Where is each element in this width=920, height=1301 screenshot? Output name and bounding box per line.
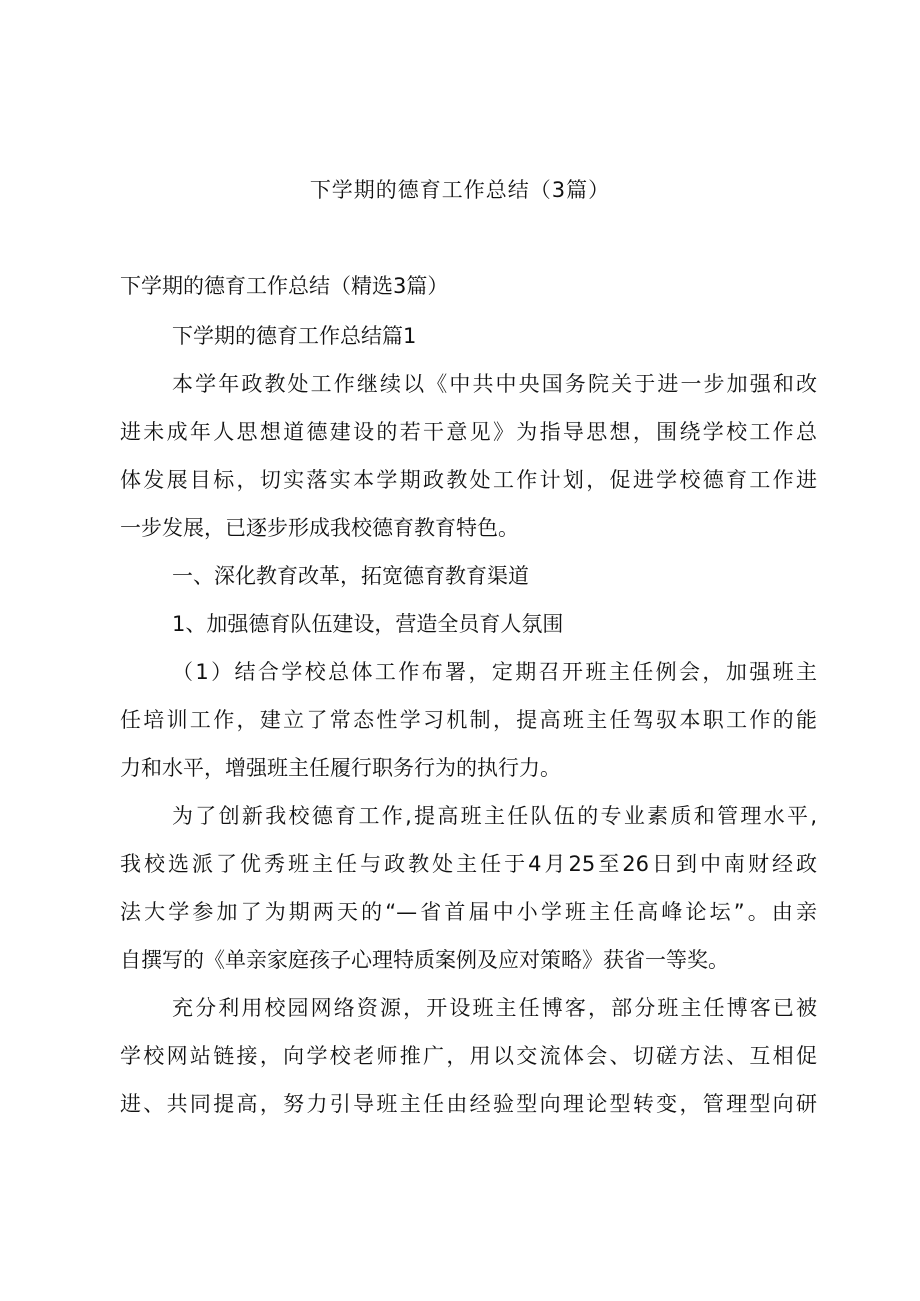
paragraph-line: 力和水平，增强班主任履行职务行为的执行力。 — [120, 756, 561, 780]
paragraph-line: 充分利用校园网络资源，开设班主任博客，部分班主任博客已被 — [172, 996, 817, 1020]
paragraph-line: 学校网站链接，向学校老师推广，用以交流体会、切磋方法、互相促 — [120, 1044, 817, 1068]
heading-level-1: 一、深化教育改革，拓宽德育教育渠道 — [172, 564, 529, 588]
document-subtitle: 下学期的德育工作总结（精选3篇） — [120, 274, 449, 298]
paragraph-line: 进、共同提高，努力引导班主任由经验型向理论型转变，管理型向研 — [120, 1092, 817, 1116]
heading-level-2: 1、加强德育队伍建设，营造全员育人氛围 — [172, 612, 564, 636]
paragraph-line: （1）结合学校总体工作布署，定期召开班主任例会，加强班主 — [172, 660, 817, 684]
paragraph-line: 法大学参加了为期两天的“—省首届中小学班主任高峰论坛”。由亲 — [120, 900, 817, 924]
paragraph-line: 体发展目标，切实落实本学期政教处工作计划，促进学校德育工作进 — [120, 468, 817, 492]
document-title: 下学期的德育工作总结（3篇） — [309, 178, 611, 202]
paragraph-line: 我校选派了优秀班主任与政教处主任于4月25至26日到中南财经政 — [120, 852, 817, 876]
paragraph-line: 进未成年人思想道德建设的若干意见》为指导思想，围绕学校工作总 — [120, 420, 817, 444]
paragraph-line: 自撰写的《单亲家庭孩子心理特质案例及应对策略》获省一等奖。 — [120, 948, 729, 972]
section-heading: 下学期的德育工作总结篇1 — [172, 324, 417, 348]
paragraph-line: 一步发展，已逐步形成我校德育教育特色。 — [120, 516, 519, 540]
paragraph-line: 为了创新我校德育工作,提高班主任队伍的专业素质和管理水平, — [172, 804, 817, 828]
paragraph-line: 任培训工作，建立了常态性学习机制，提高班主任驾驭本职工作的能 — [120, 708, 817, 732]
paragraph-line: 本学年政教处工作继续以《中共中央国务院关于进一步加强和改 — [172, 372, 817, 396]
